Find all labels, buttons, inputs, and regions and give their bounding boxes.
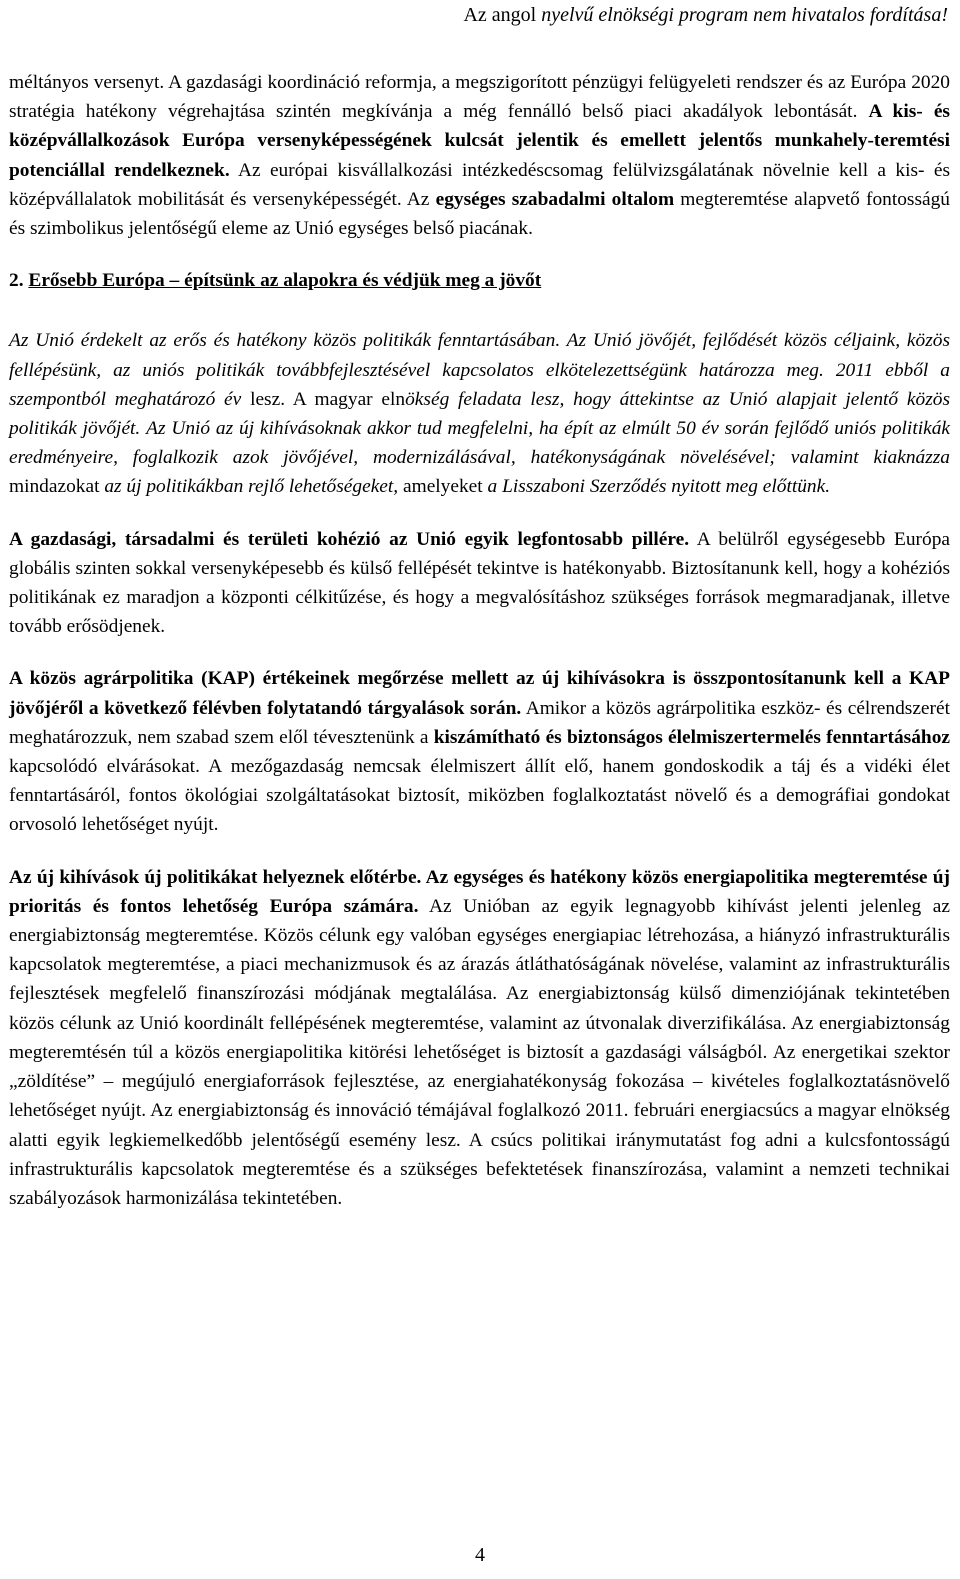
section-heading: 2. Erősebb Európa – építsünk az alapokra és védjük meg a jövőt [9,270,542,292]
paragraph-single-market: méltányos versenyt. A gazdasági koordináció reformja, a megszigorított pénzügyi felügyeleti rendszer és az Európa 2020 stratégia hatékony végrehajtása szintén megkívánja a még fennálló belső piaci akadályok lebontását. A kis- és középvállalkozások Európa versenyképességének kulcsát jelentik és emellett jelentős munkahely-teremtési potenciállal rendelkeznek. Az európai kisvállalkozási intézkedéscsomag felülvizsgálatának növelnie kell a kis- és középvállalatok mobilitását és versenyképességét. Az egységes szabadalmi oltalom megteremtése alapvető fontosságú és szimbolikus jelentőségű eleme az Unió egységes belső piacának. [9,72,951,240]
paragraph-energy-policy: Az új kihívások új politikákat helyeznek előtérbe. Az egységes és hatékony közös energiapolitika megteremtése új prioritás és fontos lehetőség Európa számára. Az Unióban az egyik legnagyobb kihívást jelenti jelenleg az energiabiztonság megteremtése. Közös célunk egy valóban egységes energiapiac létrehozása, a hiányzó infrastrukturális kapcsolatok megteremtése, a piaci mechanizmusok és az árazás átláthatóságának növelése, valamint az infrastrukturális fejlesztések megfelelő finanszírozási módjának megtalálása. Az energiabiztonság külső dimenziójának tekintetében közös célunk az Unió koordinált fellépésének megteremtése, valamint az útvonalak diverzifikálása. Az energiabiztonság megteremtésén túl a közös energiapolitika kitörési lehetőséget is biztosít a gazdasági válságból. Az energetikai szektor „zöldítése” – megújuló energiaforrások fejlesztése, az energiahatékonyság fokozása – kivételes foglalkoztatásnövelő lehetőséget nyújt. Az energiabiztonság és innováció témájával foglalkozó 2011. februári energiacsúcs a magyar elnökség alatti egyik legkiemelkedőbb jelentőségű esemény lesz. A csúcs politikai iránymutatást fog adni a kulcsfontosságú infrastrukturális kapcsolatok megteremtése és a szükséges befektetések finanszírozása, valamint a nemzeti technikai szabályozások harmonizálása tekintetében. [9,866,950,1209]
page-header: Az angol nyelvű elnökségi program nem hivatalos fordítása! [463,4,948,26]
page-number: 4 [475,1544,485,1566]
document-body [9,68,950,1236]
paragraph-agricultural-policy: A közös agrárpolitika (KAP) értékeinek megőrzése mellett az új kihívásokra is összpontosítanunk kell a KAP jövőjéről a következő félévben folytatandó tárgyalások során. Amikor a közös agrárpolitika eszköz- és célrendszerét meghatározzuk, nem szabad szem elől tévesztenünk a kiszámítható és biztonságos élelmiszertermelés fenntartásához kapcsolódó elvárásokat. A mezőgazdaság nemcsak élelmiszert állít elő, hanem gondoskodik a táj és a vidéki élet fenntartásáról, fontos ökológiai szolgáltatásokat biztosít, miközben foglalkoztatást növelő és a demográfiai gondokat orvosoló lehetőséget nyújt. [9,668,950,836]
paragraph-cohesion: A gazdasági, társadalmi és területi kohézió az Unió egyik legfontosabb pillére. A belülről egységesebb Európa globális szinten sokkal versenyképesebb és külső fellépését tekintve is hatékonyabb. Biztosítanunk kell, hogy a kohéziós politikának ez maradjon a központi célkitűzése, és hogy a megvalósításhoz szükséges források megmaradjanak, illetve tovább erősödjenek. [9,528,950,638]
paragraph-common-policies: Az Unió érdekelt az erős és hatékony közös politikák fenntartásában. Az Unió jövőjét, fejlődését közös céljaink, közös fellépésünk, az uniós politikák továbbfejlesztésével kapcsolatos elkötelezettségünk határozza meg. 2011 ebből a szempontból meghatározó év lesz. A magyar elnökség feladata lesz, hogy áttekintse az Unió alapjait jelentő közös politikák jövőjét. Az Unió az új kihívásoknak akkor tud megfelelni, ha épít az elmúlt 50 év során fejlődő uniós politikák eredményeire, foglalkozik azok jövőjével, modernizálásával, hatékonyságának növelésével; valamint kiaknázza mindazokat az új politikákban rejlő lehetőségeket, amelyeket a Lisszaboni Szerződés nyitott meg előttünk. [9,330,950,498]
